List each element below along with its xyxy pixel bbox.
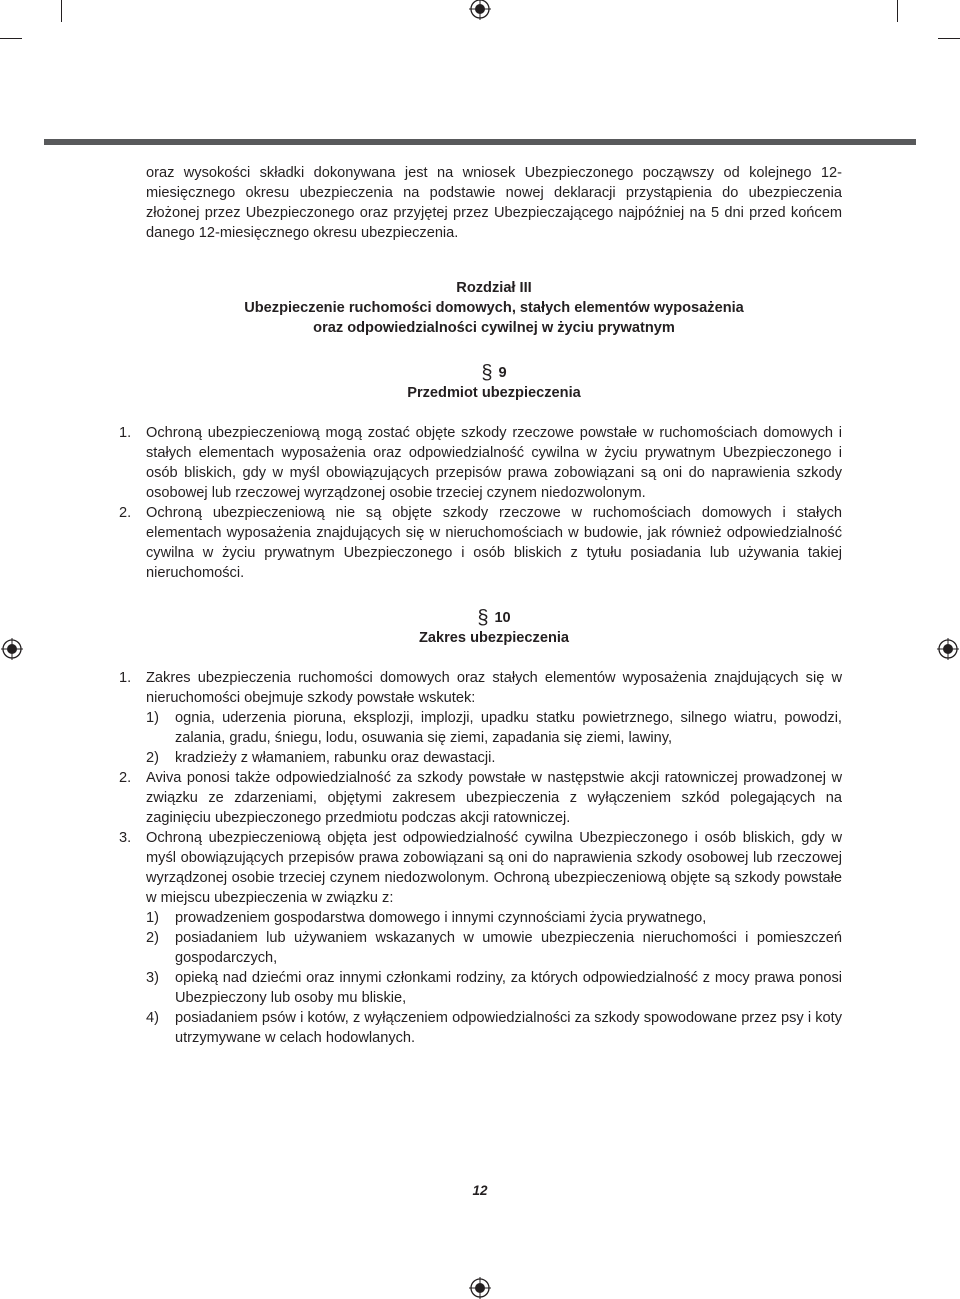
registration-mark-icon [469, 0, 491, 20]
intro-paragraph: oraz wysokości składki dokonywana jest na wniosek Ubezpieczonego począwszy od kolejnego 12-miesięcznego okresu ubezpieczenia na podstawie nowej deklaracji przystąpienia do ubezpieczenia złożonej przez Ubezpieczonego oraz przyjętej przez Ubezpieczającego najpóźniej na 5 dni przed końcem danego 12-miesięcznego okresu ubezpieczenia. [146, 165, 842, 241]
registration-mark-icon [469, 1277, 491, 1299]
section-symbol: § [481, 362, 493, 384]
sub-item-number: 4) [146, 1010, 159, 1026]
section-number: 9 [498, 365, 507, 381]
sub-item-text: posiadaniem lub używaniem wskazanych w umowie ubezpieczenia nieruchomości i pomieszczeń gospodarczych, [175, 930, 842, 966]
crop-mark [938, 38, 960, 39]
crop-mark [61, 0, 62, 22]
sub-item-number: 1) [146, 910, 159, 926]
item-number: 2. [119, 770, 132, 786]
page-number: 12 [472, 1183, 488, 1198]
sub-item-number: 2) [146, 930, 159, 946]
section-number: 10 [494, 610, 511, 626]
document-body [119, 163, 842, 1048]
section-10-list [119, 668, 842, 1048]
item-number: 1. [119, 670, 132, 686]
sub-item [146, 708, 842, 748]
list-item [119, 828, 842, 1048]
sub-item-text: kradzieży z włamaniem, rabunku oraz dewastacji. [175, 750, 496, 766]
registration-mark-icon [937, 638, 959, 660]
section-symbol: § [477, 607, 489, 629]
sub-item-number: 2) [146, 750, 159, 766]
section-title: Zakres ubezpieczenia [418, 630, 570, 646]
list-item [119, 668, 842, 768]
sub-item-text: prowadzeniem gospodarstwa domowego i innymi czynnościami życia prywatnego, [175, 910, 707, 926]
section-9-heading [146, 363, 842, 403]
item-text: Aviva ponosi także odpowiedzialność za szkody powstałe w następstwie akcji ratowniczej prowadzonej w związku ze zdarzeniami, objętymi zakresem ubezpieczenia z wyłączeniem szkód polegających na zaginięciu ubezpieczonego przedmiotu podczas akcji ratowniczej. [146, 770, 842, 826]
sub-item-text: posiadaniem psów i kotów, z wyłączeniem odpowiedzialności za szkody spowodowane przez psy i koty utrzymywane w celach hodowlanych. [175, 1010, 842, 1046]
item-text: Zakres ubezpieczenia ruchomości domowych oraz stałych elementów wyposażenia znajdujących się w nieruchomości obejmuje szkody powstałe wskutek: [146, 670, 842, 706]
list-item [119, 768, 842, 828]
chapter-label: Rozdział III [456, 280, 532, 296]
sub-item [146, 748, 842, 768]
registration-mark-icon [1, 638, 23, 660]
list-item [119, 423, 842, 503]
list-item [119, 503, 842, 583]
sub-item [146, 968, 842, 1008]
sub-item-text: ognia, uderzenia pioruna, eksplozji, implozji, upadku statku powietrznego, silnego wiatru, powodzi, zalania, gradu, śniegu, lodu, osuwania się ziemi, zapadania się ziemi, lawiny, [175, 710, 842, 746]
item-text: Ochroną ubezpieczeniową mogą zostać objęte szkody rzeczowe powstałe w ruchomościach domowych i stałych elementach wyposażenia oraz odpowiedzialność cywilna w życiu prywatnym Ubezpieczonego i osób bliskich, gdy w myśl obowiązujących przepisów prawa zobowiązani są oni do naprawienia szkody osobowej lub rzeczowej wyrządzonej osobie trzeciej czynem niedozwolonym. [146, 425, 842, 501]
section-title: Przedmiot ubezpieczenia [407, 385, 581, 401]
chapter-title-line2: oraz odpowiedzialności cywilnej w życiu prywatnym [313, 320, 675, 336]
sub-item [146, 1008, 842, 1048]
chapter-heading [146, 278, 842, 338]
item-number: 1. [119, 425, 132, 441]
crop-mark [0, 38, 22, 39]
sub-item-number: 1) [146, 710, 159, 726]
section-10-heading [146, 608, 842, 648]
header-rule [44, 139, 916, 145]
item-number: 3. [119, 830, 132, 846]
item-text: Ochroną ubezpieczeniową nie są objęte szkody rzeczowe w ruchomościach domowych i stałych elementach wyposażenia znajdujących się w nieruchomościach w budowie, jak również odpowiedzialność cywilna w życiu prywatnym Ubezpieczonego i osób bliskich z tytułu posiadania lub używania takiej nieruchomości. [146, 505, 842, 581]
section-9-list [119, 423, 842, 583]
chapter-title-line1: Ubezpieczenie ruchomości domowych, stałych elementów wyposażenia [244, 300, 744, 316]
sub-item [146, 928, 842, 968]
sub-item [146, 908, 842, 928]
item-text: Ochroną ubezpieczeniową objęta jest odpowiedzialność cywilna Ubezpieczonego i osób bliskich, gdy w myśl obowiązujących przepisów prawa zobowiązani są oni do naprawienia szkody osobowej lub rzeczowej wyrządzonej osobie trzeciej czynem niedozwolonym. Ochroną ubezpieczeniową objęte są szkody powstałe w miejscu ubezpieczenia w związku z: [146, 830, 842, 906]
sub-item-number: 3) [146, 970, 159, 986]
item-number: 2. [119, 505, 132, 521]
sub-item-text: opieką nad dziećmi oraz innymi członkami rodziny, za których odpowiedzialność z mocy prawa ponosi Ubezpieczony lub osoby mu bliskie, [175, 970, 842, 1006]
crop-mark [897, 0, 898, 22]
